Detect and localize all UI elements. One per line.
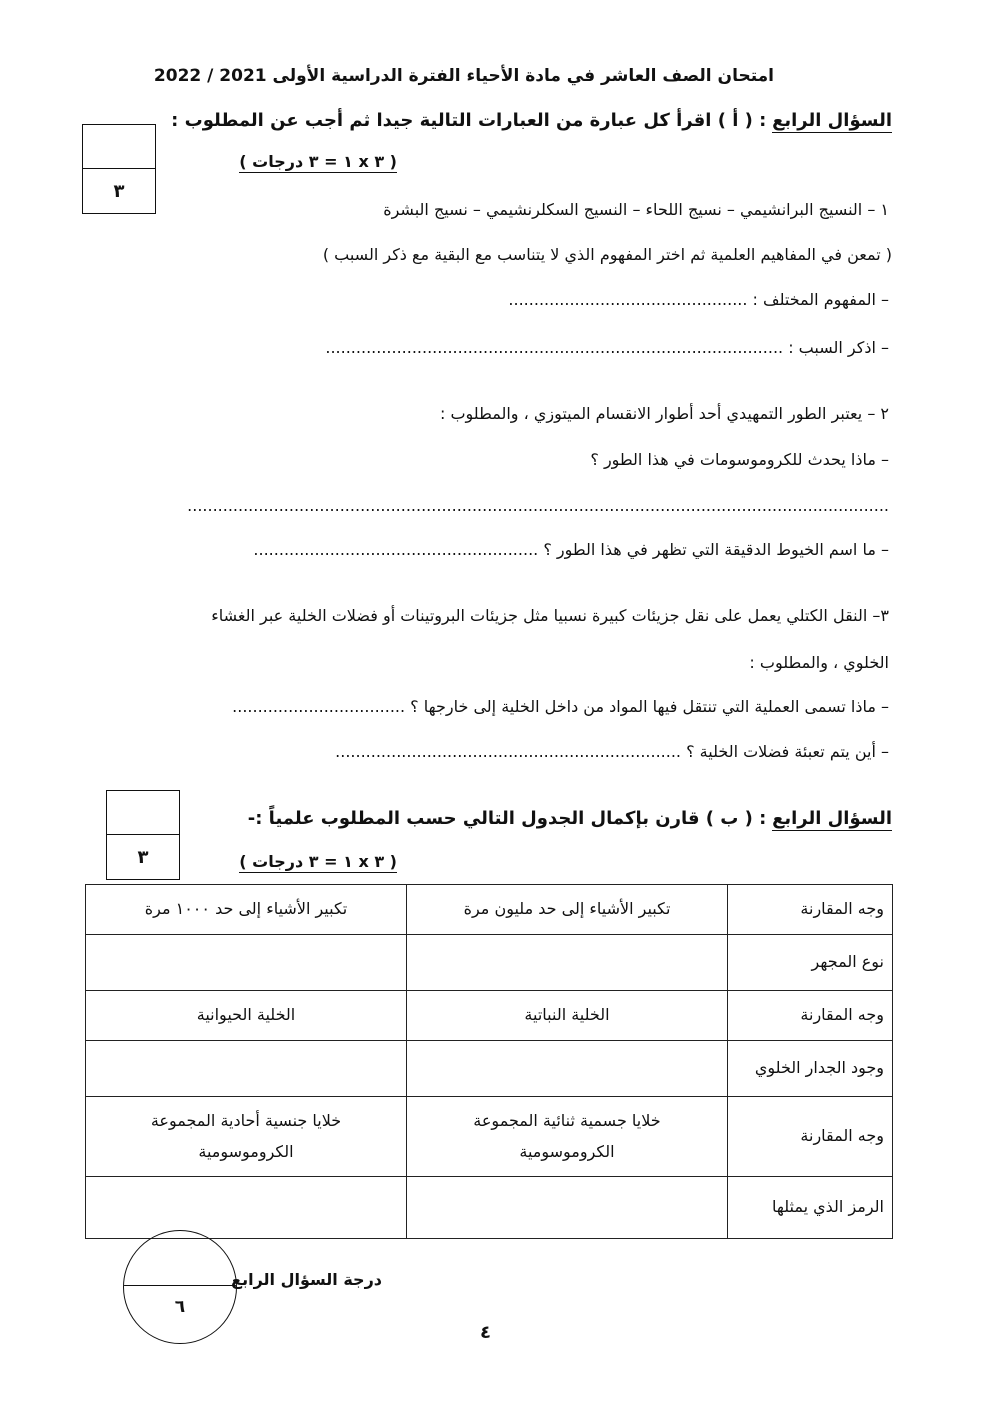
part-b-label: السؤال الرابع bbox=[772, 808, 892, 829]
part-b-score-box[interactable] bbox=[106, 790, 180, 880]
part-a-score: ٣ bbox=[113, 180, 125, 202]
q2-chromosomes-question: – ماذا يحدث للكروموسومات في هذا الطور ؟ bbox=[590, 450, 889, 469]
table-cell: الخلية الحيوانية bbox=[86, 991, 407, 1041]
q3-process-question[interactable]: – ماذا تسمى العملية التي تنتقل فيها المواد من داخل الخلية إلى خارجها ؟ .................................. bbox=[232, 697, 889, 716]
q2-answer-dots[interactable]: .......................................................................................................................................... bbox=[187, 496, 889, 515]
table-cell: تكبير الأشياء إلى حد مليون مرة bbox=[407, 885, 728, 935]
q1-reason-line[interactable]: – اذكر السبب : .......................................................................................... bbox=[325, 338, 889, 357]
part-b-heading bbox=[248, 808, 892, 829]
table-row bbox=[86, 1041, 893, 1097]
part-a-instruction: : ( أ ) اقرأ كل عبارة من العبارات التالية جيدا ثم أجب عن المطلوب : bbox=[171, 110, 767, 131]
answer-cell[interactable] bbox=[86, 935, 407, 991]
part-b-instruction: : ( ب ) قارن بإكمال الجدول التالي حسب المطلوب علمياً :- bbox=[247, 808, 767, 829]
table-cell: وجه المقارنة bbox=[728, 991, 893, 1041]
table-cell: خلايا جنسية أحادية المجموعة الكروموسومية bbox=[86, 1097, 407, 1177]
table-cell: تكبير الأشياء إلى حد ١٠٠٠ مرة bbox=[86, 885, 407, 935]
answer-cell[interactable] bbox=[86, 1041, 407, 1097]
total-score-label: درجة السؤال الرابع bbox=[231, 1270, 382, 1289]
table-row bbox=[86, 885, 893, 935]
q1-instruction: ( تمعن في المفاهيم العلمية ثم اختر المفهوم الذي لا يتناسب مع البقية مع ذكر السبب ) bbox=[322, 245, 892, 264]
table-row bbox=[86, 1097, 893, 1177]
part-a-heading bbox=[171, 110, 892, 131]
table-row bbox=[86, 991, 893, 1041]
answer-cell[interactable] bbox=[86, 1177, 407, 1239]
table-cell: خلايا جسمية ثنائية المجموعة الكروموسومية bbox=[407, 1097, 728, 1177]
table-cell: وجه المقارنة bbox=[728, 1097, 893, 1177]
table-row bbox=[86, 1177, 893, 1239]
table-cell: وجه المقارنة bbox=[728, 885, 893, 935]
table-row bbox=[86, 935, 893, 991]
q1-different-concept-line[interactable]: – المفهوم المختلف : ............................................... bbox=[508, 290, 889, 309]
part-a-score-box[interactable] bbox=[82, 124, 156, 214]
part-a-marks: ( ٣ x ١ = ٣ درجات ) bbox=[239, 152, 397, 171]
q3-statement-line1: ٣– النقل الكتلي يعمل على نقل جزيئات كبيرة نسبيا مثل جزيئات البروتينات أو فضلات الخلية عبر الغشاء bbox=[211, 606, 889, 625]
q2-statement: ٢ – يعتبر الطور التمهيدي أحد أطوار الانقسام الميتوزي ، والمطلوب : bbox=[439, 404, 889, 423]
exam-title: امتحان الصف العاشر في مادة الأحياء الفترة الدراسية الأولى 2021 / 2022 bbox=[153, 66, 774, 86]
comparison-table bbox=[85, 884, 893, 1239]
part-b-marks: ( ٣ x ١ = ٣ درجات ) bbox=[239, 852, 397, 871]
answer-cell[interactable] bbox=[407, 1177, 728, 1239]
table-cell: نوع المجهر bbox=[728, 935, 893, 991]
part-a-label: السؤال الرابع bbox=[772, 110, 892, 131]
answer-cell[interactable] bbox=[407, 935, 728, 991]
answer-cell[interactable] bbox=[407, 1041, 728, 1097]
q2-fibers-question[interactable]: – ما اسم الخيوط الدقيقة التي تظهر في هذا الطور ؟ ........................................................ bbox=[253, 540, 889, 559]
total-score-circle[interactable] bbox=[123, 1230, 237, 1344]
q3-packaging-question[interactable]: – أين يتم تعبئة فضلات الخلية ؟ .................................................................... bbox=[335, 742, 889, 761]
q1-statement: ١ – النسيج البرانشيمي – نسيج اللحاء – النسيج السكلرنشيمي – نسيج البشرة bbox=[383, 200, 889, 219]
part-b-score: ٣ bbox=[137, 846, 149, 868]
page-number: ٤ bbox=[480, 1322, 491, 1343]
total-score: ٦ bbox=[174, 1297, 186, 1317]
table-cell: الرمز الذي يمثلها bbox=[728, 1177, 893, 1239]
q3-statement-line2: الخلوي ، والمطلوب : bbox=[749, 653, 889, 672]
table-cell: الخلية النباتية bbox=[407, 991, 728, 1041]
table-cell: وجود الجدار الخلوي bbox=[728, 1041, 893, 1097]
